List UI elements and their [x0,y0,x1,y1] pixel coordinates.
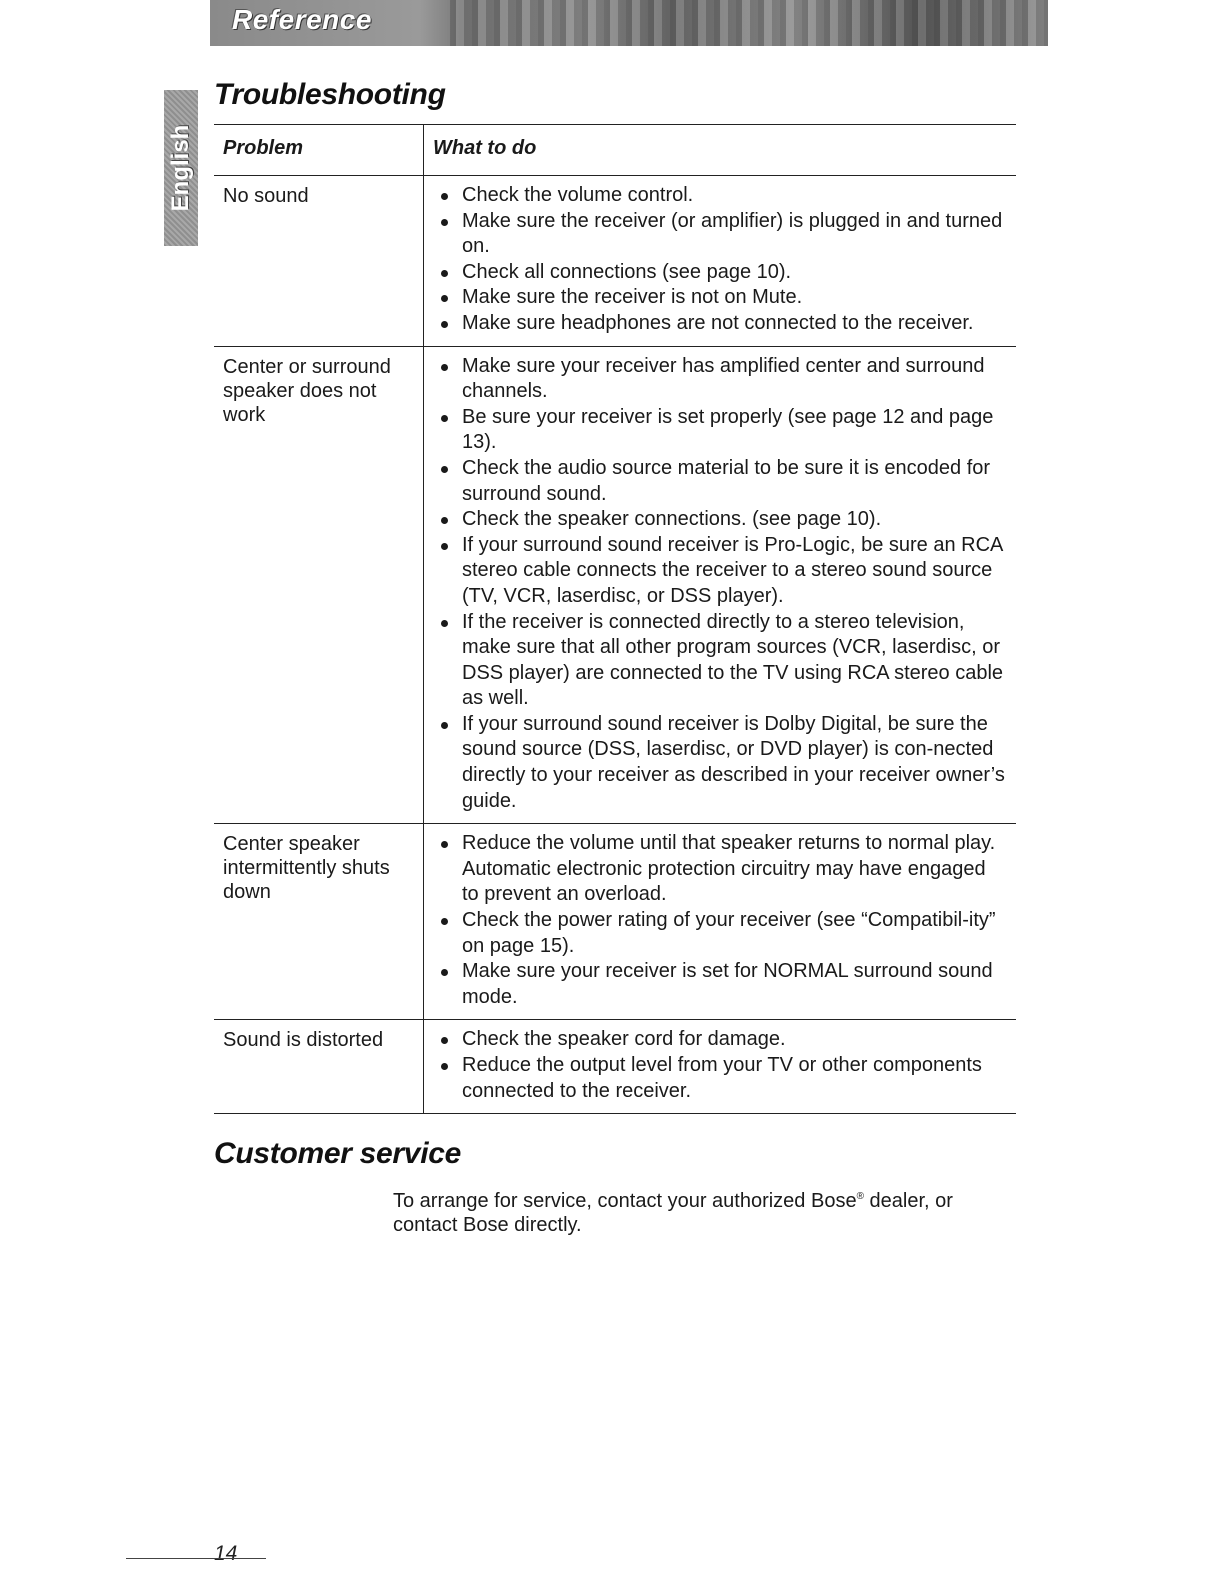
troubleshooting-title: Troubleshooting [214,78,446,111]
problem-column-header: Problem [214,125,424,176]
step-text: If your surround sound receiver is Dolby Digital, be sure the sound source (DSS, laserdisc, or DVD player) is con-nected directly to your receiver as described in your receiver owner’s guide. [462,712,1005,812]
step-text: Check all connections (see page 10). [462,260,792,283]
list-item [434,1053,1006,1104]
step-text: Be sure your receiver is set properly (see page 12 and page 13). [462,405,994,454]
step-text: If the receiver is connected directly to a stereo television, make sure that all other program sources (VCR, laserdisc, or DSS player) are connected to the TV using RCA stereo cable as well. [462,610,1004,710]
list-item [434,1027,1006,1053]
step-text: Make sure your receiver is set for NORMAL surround sound mode. [462,960,993,1008]
what-to-do-cell [424,1020,1017,1114]
list-item [434,712,1006,814]
step-text: Reduce the output level from your TV or other components connected to the receiver. [462,1054,982,1102]
bullet-icon [441,841,448,848]
bullet-icon [441,517,448,524]
bullet-icon [441,193,448,200]
bullet-icon [441,295,448,302]
step-text: Make sure the receiver (or amplifier) is plugged in and turned on. [462,209,1003,258]
step-text: Check the speaker connections. (see page 10). [462,508,882,531]
list-item [434,405,1006,456]
registered-trademark: ® [856,1191,864,1202]
list-item [434,959,1006,1010]
bullet-icon [441,364,448,371]
what-to-do-cell [424,346,1017,824]
bullet-icon [441,270,448,277]
list-item [434,209,1006,260]
bullet-icon [441,620,448,627]
bullet-icon [441,918,448,925]
banner-title: Reference [232,4,372,35]
problem-cell: Sound is distorted [214,1020,424,1114]
list-item [434,456,1006,507]
list-item [434,831,1006,908]
problem-cell: Center speaker intermittently shuts down [214,824,424,1020]
bullet-icon [441,543,448,550]
language-tab [164,90,198,246]
table-header-row [214,125,1016,176]
list-item [434,311,1006,337]
list-item [434,260,1006,286]
step-text: Make sure the receiver is not on Mute. [462,286,803,309]
step-text: Reduce the volume until that speaker returns to normal play. Automatic electronic protection circuitry may have engaged to prevent an overload. [462,832,996,906]
list-item [434,507,1006,533]
bullet-icon [441,321,448,328]
list-item [434,354,1006,405]
what-to-do-column-header: What to do [424,125,1017,176]
bullet-icon [441,466,448,473]
list-item [434,610,1006,712]
bullet-icon [441,415,448,422]
footer-rule [126,1558,266,1559]
customer-service-text [393,1185,1013,1237]
bullet-icon [441,1037,448,1044]
bullet-icon [441,722,448,729]
what-to-do-cell [424,176,1017,347]
table-row [214,346,1016,824]
reference-banner [210,0,1048,46]
customer-service-text-end: dealer, or contact Bose directly. [393,1190,953,1236]
steps-list [434,1027,1006,1104]
troubleshooting-table [214,124,1016,1114]
customer-service-text-start: To arrange for service, contact your authorized Bose [393,1190,857,1212]
bullet-icon [441,1063,448,1070]
step-text: Check the power rating of your receiver (see “Compatibil-ity” on page 15). [462,909,996,957]
step-text: Check the speaker cord for damage. [462,1028,786,1051]
table-row [214,176,1016,347]
bullet-icon [441,219,448,226]
step-text: Make sure headphones are not connected to the receiver. [462,311,974,334]
list-item [434,285,1006,311]
list-item [434,908,1006,959]
page-number: 14 [214,1542,238,1565]
step-text: Check the volume control. [462,184,694,206]
list-item [434,533,1006,610]
troubleshooting-rows [214,176,1016,1114]
step-text: If your surround sound receiver is Pro-Logic, be sure an RCA stereo cable connects the receiver to a stereo sound source (TV, VCR, laserdisc, or DSS player). [462,533,1003,607]
steps-list [434,831,1006,1010]
steps-list [434,354,1006,815]
banner-texture [450,0,1048,46]
step-text: Check the audio source material to be sure it is encoded for surround sound. [462,456,991,505]
bullet-icon [441,969,448,976]
what-to-do-cell [424,824,1017,1020]
language-tab-label: English [167,124,194,212]
list-item [434,183,1006,209]
table-row [214,824,1016,1020]
steps-list [434,183,1006,337]
table-row [214,1020,1016,1114]
problem-cell: Center or surround speaker does not work [214,346,424,824]
step-text: Make sure your receiver has amplified center and surround channels. [462,354,985,403]
problem-cell: No sound [214,176,424,347]
customer-service-title: Customer service [214,1137,461,1170]
